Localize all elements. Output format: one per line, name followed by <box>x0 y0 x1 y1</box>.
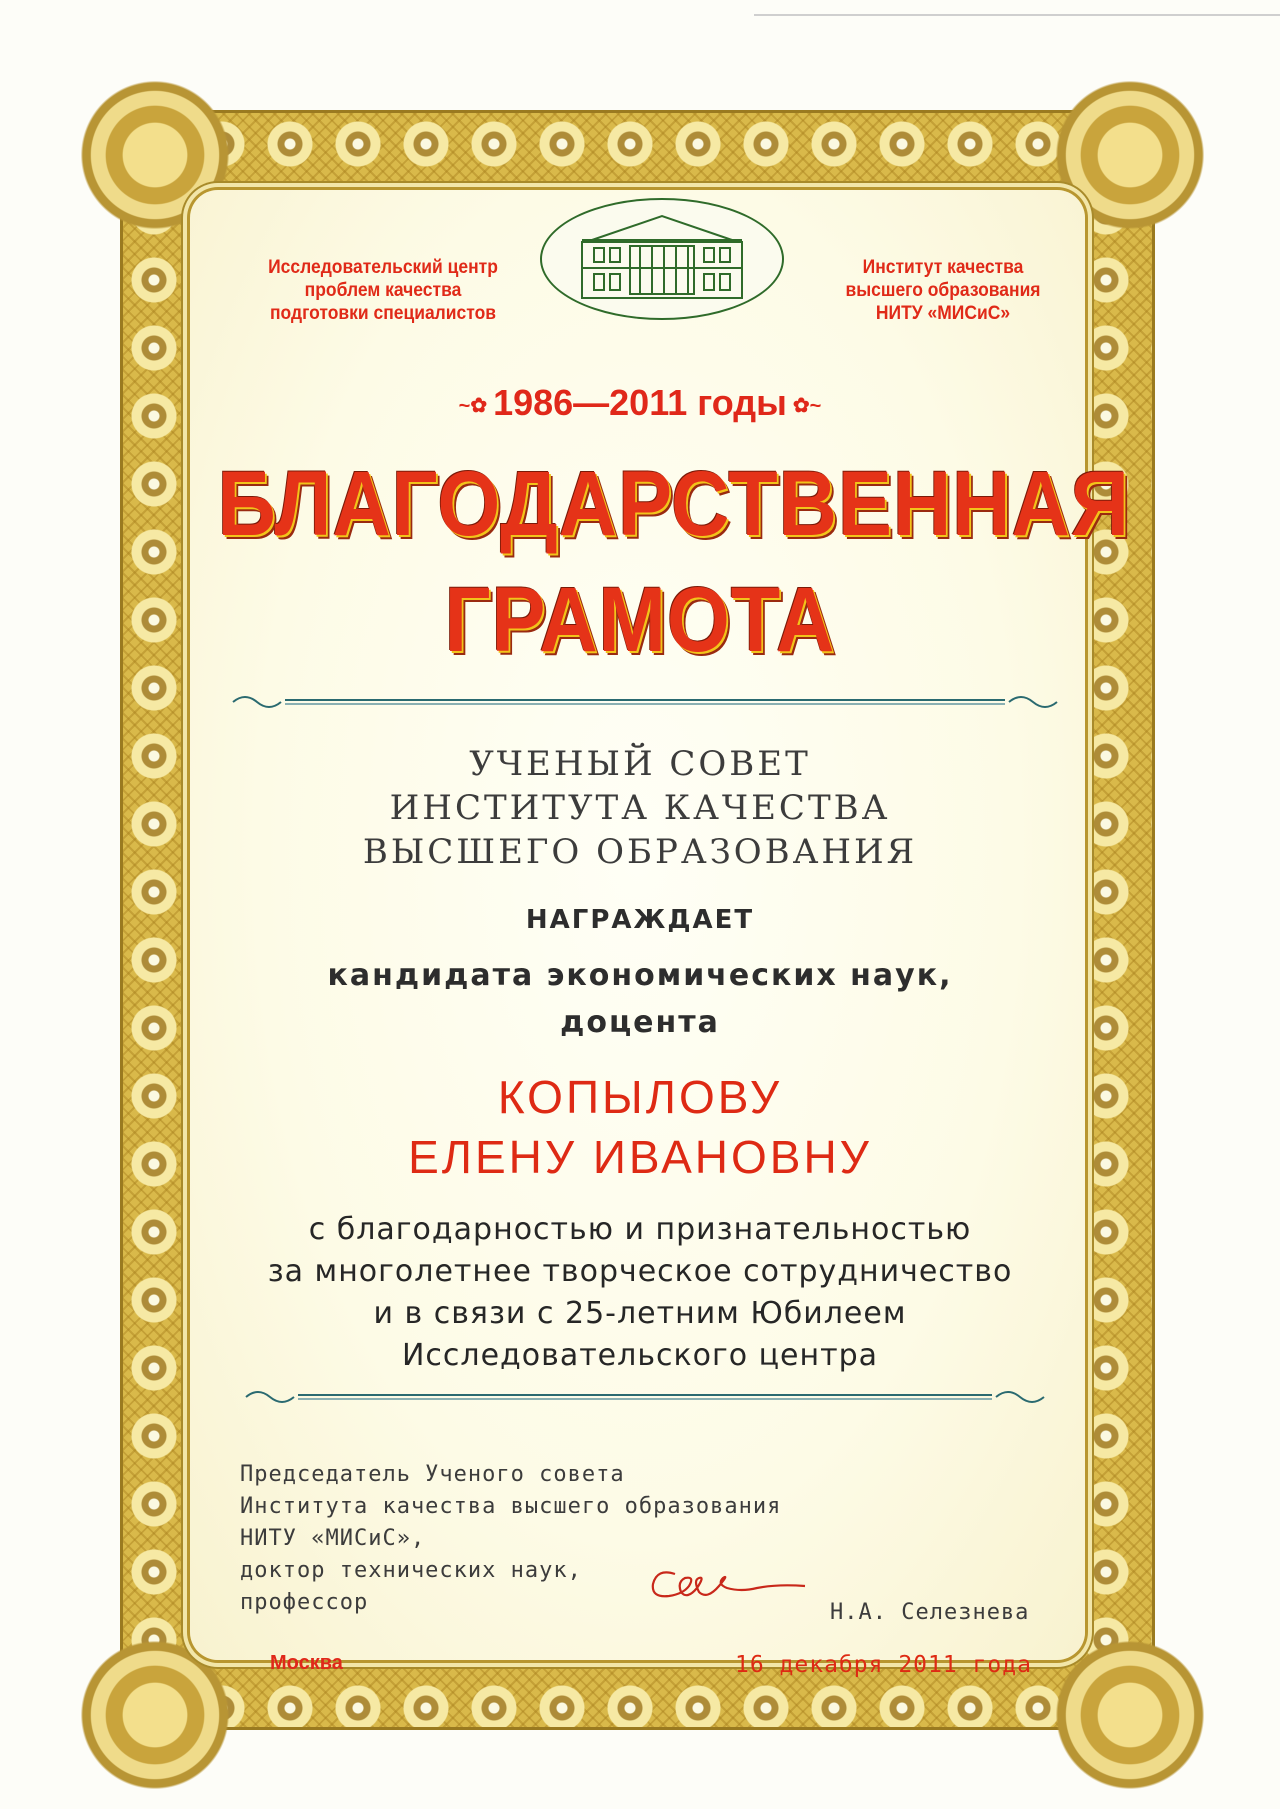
corner-ornament-bottom-left <box>80 1640 230 1790</box>
certificate-title-line-2: ГРАМОТА <box>444 569 836 671</box>
swirl-right-icon: ✿~ <box>792 394 822 417</box>
city: Москва <box>270 1652 343 1674</box>
certificate-title-line-1: БЛАГОДАРСТВЕННАЯ <box>217 453 1130 555</box>
signatory-line: доктор технических наук, <box>240 1558 582 1583</box>
degree-line: доцента <box>560 1005 720 1040</box>
flourish-divider-icon <box>225 690 1065 714</box>
building-emblem-icon <box>540 198 784 320</box>
council-line: УЧЕНЫЙ СОВЕТ <box>469 744 811 784</box>
org-left-line: Исследовательский центр <box>268 257 498 278</box>
research-center-name <box>231 256 535 325</box>
signature-icon <box>645 1554 815 1614</box>
recipient-given-names: ЕЛЕНУ ИВАНОВНУ <box>408 1131 872 1183</box>
gratitude-line: Исследовательского центра <box>401 1338 879 1373</box>
degree-line: кандидата экономических наук, <box>327 958 953 993</box>
years-text: 1986—2011 годы <box>493 382 787 423</box>
awards-verb: НАГРАЖДАЕТ <box>525 905 755 935</box>
council-line: ИНСТИТУТА КАЧЕСТВА <box>389 788 891 828</box>
org-right-line: Институт качества <box>862 257 1024 278</box>
org-left-line: подготовки специалистов <box>269 303 497 324</box>
org-left-line: проблем качества <box>304 280 462 301</box>
recipient-surname: КОПЫЛОВУ <box>497 1071 783 1123</box>
org-right-line: НИТУ «МИСиС» <box>875 303 1011 324</box>
signatory-line: Председатель Ученого совета <box>240 1462 625 1487</box>
corner-ornament-bottom-right <box>1055 1640 1205 1790</box>
flourish-divider-icon <box>240 1385 1050 1409</box>
org-right-line: высшего образования <box>845 280 1041 301</box>
gratitude-line: за многолетнее творческое сотрудничество <box>267 1254 1013 1289</box>
gratitude-line: и в связи с 25-летним Юбилеем <box>373 1296 907 1331</box>
issue-date: 16 декабря 2011 года <box>735 1652 1032 1678</box>
council-line: ВЫСШЕГО ОБРАЗОВАНИЯ <box>362 832 918 872</box>
signatory-line: НИТУ «МИСиС», <box>240 1526 426 1551</box>
swirl-left-icon: ~✿ <box>458 394 488 417</box>
anniversary-years <box>400 382 880 424</box>
scan-edge-line <box>754 14 1280 16</box>
signatory-line: профессор <box>240 1590 369 1615</box>
signatory-line: Института качества высшего образования <box>240 1494 782 1519</box>
signer-name: Н.А. Селезнева <box>830 1600 1030 1625</box>
institute-name <box>819 256 1067 325</box>
gratitude-line: с благодарностью и признательностью <box>308 1212 972 1247</box>
